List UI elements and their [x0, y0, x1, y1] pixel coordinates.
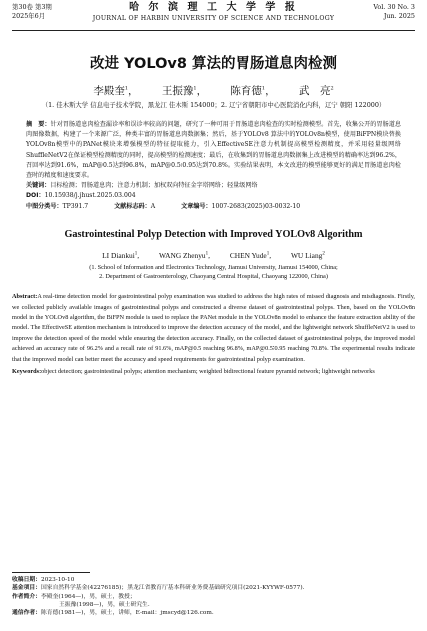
doi-value: 10.15938/j.jhust.2025.03.004 [44, 192, 136, 200]
affiliation-en-line-2: 2. Department of Gastroenterology, Chaoyang Central Hospital, Chaoyang 122000, China) [99, 273, 328, 281]
abstract-en [12, 292, 415, 365]
received-value: 2023-10-10 [41, 577, 75, 583]
author-intro-label: 作者简介： [12, 593, 41, 600]
author-cn-4 [299, 85, 334, 97]
abstract-en-label: Abstract: [12, 293, 38, 301]
date-en: Jun. 2025 [383, 12, 415, 20]
author-affil-mark: 1 [193, 85, 197, 92]
author-en-3: CHEN Yude$^1$, [229, 250, 272, 260]
author-name: WU Liang [290, 250, 323, 260]
author-cn-1: 李殿奎$^1$， [93, 85, 139, 97]
affiliation-en [12, 263, 415, 281]
keywords-cn-label: 关键词： [26, 182, 51, 190]
clc-label: 中图分类号： [26, 202, 63, 210]
volume-cn: 第30卷 第3期 [12, 3, 52, 11]
author-name: WANG Zhenyu [159, 250, 206, 260]
doc-code-cell [114, 202, 155, 212]
author-intro-2: 王振豫(1998—)，男，硕士研究生. [59, 601, 150, 608]
author-name: 李殿奎 [93, 85, 125, 97]
classification-row [26, 202, 401, 212]
fund-label: 基金项目： [12, 585, 41, 592]
footnote-author-intro [12, 593, 415, 601]
title-en: Gastrointestinal Polyp Detection with Improved YOLOv8 Algorithm [64, 228, 363, 240]
journal-name-cn: 哈 尔 滨 理 工 大 学 学 报 [129, 2, 298, 13]
title-cn: 改进 YOLOv8 算法的胃肠道息肉检测 [90, 56, 337, 72]
abstract-cn [26, 120, 401, 181]
doc-code-label: 文献标志码： [114, 202, 151, 210]
authors-cn [12, 84, 415, 98]
doi-label: DOI： [26, 192, 45, 200]
authors-en [12, 251, 415, 261]
clc-cell [26, 202, 88, 212]
author-name: CHEN Yude [229, 250, 267, 260]
footnotes [12, 572, 415, 617]
article-number-cell [181, 202, 300, 212]
doc-code-value: A [150, 202, 156, 210]
author-affil-mark: 1 [261, 85, 266, 92]
keywords-cn-text: 目标检测；胃肠道息肉；注意力机制；加权双向特征金字塔网络；轻量级网络 [50, 182, 258, 190]
author-intro-1: 李殿奎(1964—)，男，硕士，教授； [41, 593, 136, 600]
header-center [12, 2, 415, 24]
fund-value: 国家自然科学基金(42276185)；黑龙江省教育厅基本科研业务费基础研究项目(2021-KYYWF-0577). [41, 585, 305, 592]
journal-header [12, 0, 415, 31]
abstract-en-text: A real-time detection model for gastrointestinal polyp examination was studied to address the high rates of missed diagnosis and misdiagnosis. Firstly, we collected publicly available images of gastrointestinal polyps and constructed a diverse dataset of gastrointestinal polyps. Then, based on the YOLOv8n model in the YOLOv8 algorithm, the BiFPN module is used to replace the PANet module in the YOLOv8n model to enhance the feature extraction ability of the model. The EffectiveSE attention mechanism is introduced to improve the detection accuracy of the model, and the lightweight network ShuffleNetV2 is used to improve the detection speed of the model while ensuring the detection accuracy. Finally, on the collected dataset of gastrointestinal polyps, the improved model achieved an accuracy rate of 96.2% and a recall rate of 91.6%, mAP@0.5 reaching 96.8%, mAP@0.5∶0.95 reaching 70.8%. The experimental results indicate that the improved model can better meet the accuracy and speed requirements for gastrointestinal polyp examination. [12, 293, 415, 363]
footnote-rule [12, 572, 90, 573]
corresponding-value: 陈育德(1981—)，男，硕士，讲师，E-mail：jmscyd@126.com. [41, 610, 214, 617]
affiliation-cn: （1. 佳木斯大学 信息电子技术学院，黑龙江 佳木斯 154000；2. 辽宁省朝阳市中心医院消化内科，辽宁 朝阳 122000） [41, 101, 386, 109]
author-name: 王振豫 [161, 85, 194, 97]
header-right [373, 3, 415, 21]
keywords-en-text: object detection; gastrointestinal polyps; attention mechanism; weighted bidirectional feature pyramid network; lightweight networks [41, 368, 375, 376]
author-affil-mark: 2 [322, 251, 325, 257]
footnote-corresponding [12, 609, 415, 617]
clc-value: TP391.7 [62, 202, 89, 210]
keywords-en-label: Keywords: [12, 368, 42, 376]
keywords-en [12, 367, 415, 377]
author-en-1: LI Diankui$^1$, [102, 250, 140, 260]
corresponding-label: 通信作者： [12, 610, 41, 617]
article-number-label: 文章编号： [181, 202, 212, 210]
journal-name-en: JOURNAL OF HARBIN UNIVERSITY OF SCIENCE AND TECHNOLOGY [92, 15, 335, 22]
author-en-4 [291, 251, 325, 260]
author-name: 武 亮 [298, 85, 331, 97]
keywords-cn [26, 181, 401, 191]
author-affil-mark: 1 [266, 251, 270, 257]
author-affil-mark: 1 [134, 251, 138, 257]
received-label: 收稿日期： [12, 577, 41, 583]
author-cn-2: 王振豫$^1$， [161, 85, 208, 97]
volume-en: Vol. 30 No. 3 [373, 3, 415, 11]
author-name: LI Diankui [102, 250, 135, 260]
abstract-cn-label: 摘 要： [26, 121, 51, 128]
author-affil-mark: 2 [330, 85, 334, 92]
date-cn: 2025年6月 [12, 12, 46, 20]
author-affil-mark: 1 [205, 251, 209, 257]
author-en-2: WANG Zhenyu$^1$, [159, 250, 210, 260]
footnote-received [12, 576, 415, 584]
doi-line [26, 191, 401, 201]
author-affil-mark: 1 [124, 85, 129, 92]
footnote-fund [12, 584, 415, 592]
abstract-cn-text: 针对胃肠道息肉检查漏诊率和误诊率较高的问题，研究了一种可用于胃肠道息肉检查的实时检测模型。首先，收集公开的胃肠道息肉图像数据，构建了一个来源广泛，种类丰富的胃肠道息肉数据集；然后，基于YOLOv8 算法中的YOLOv8n模型，使用BiFPN模块替换YOLOv8n模型中的PANet模块来增强模型的特征提取能力，引入EffectiveSE注意力机制提高模型检测精度，并采用轻量级网络ShuffleNetV2在保证模型检测精度的同时，提高模型的检测速度；最后，在收集到的胃肠道息肉数据集上改进模型的精确率达到96.2%，召回率达到91.6%，mAP@0.5达到96.8%，mAP@0.5∶0.95达到70.8%。实验结果表明，本文改进的模型能够更好的满足胃肠道息肉检查时的精度和速度要求。 [26, 121, 401, 180]
article-number-value: 1007-2683(2025)03-0032-10 [211, 202, 301, 210]
author-name: 陈育德 [230, 85, 262, 97]
affiliation-en-line-1: (1. School of Information and Electronics Technology, Jiamusi University, Jiamusi 154000, China; [89, 263, 338, 271]
author-cn-3: 陈育德$^1$， [230, 85, 276, 97]
